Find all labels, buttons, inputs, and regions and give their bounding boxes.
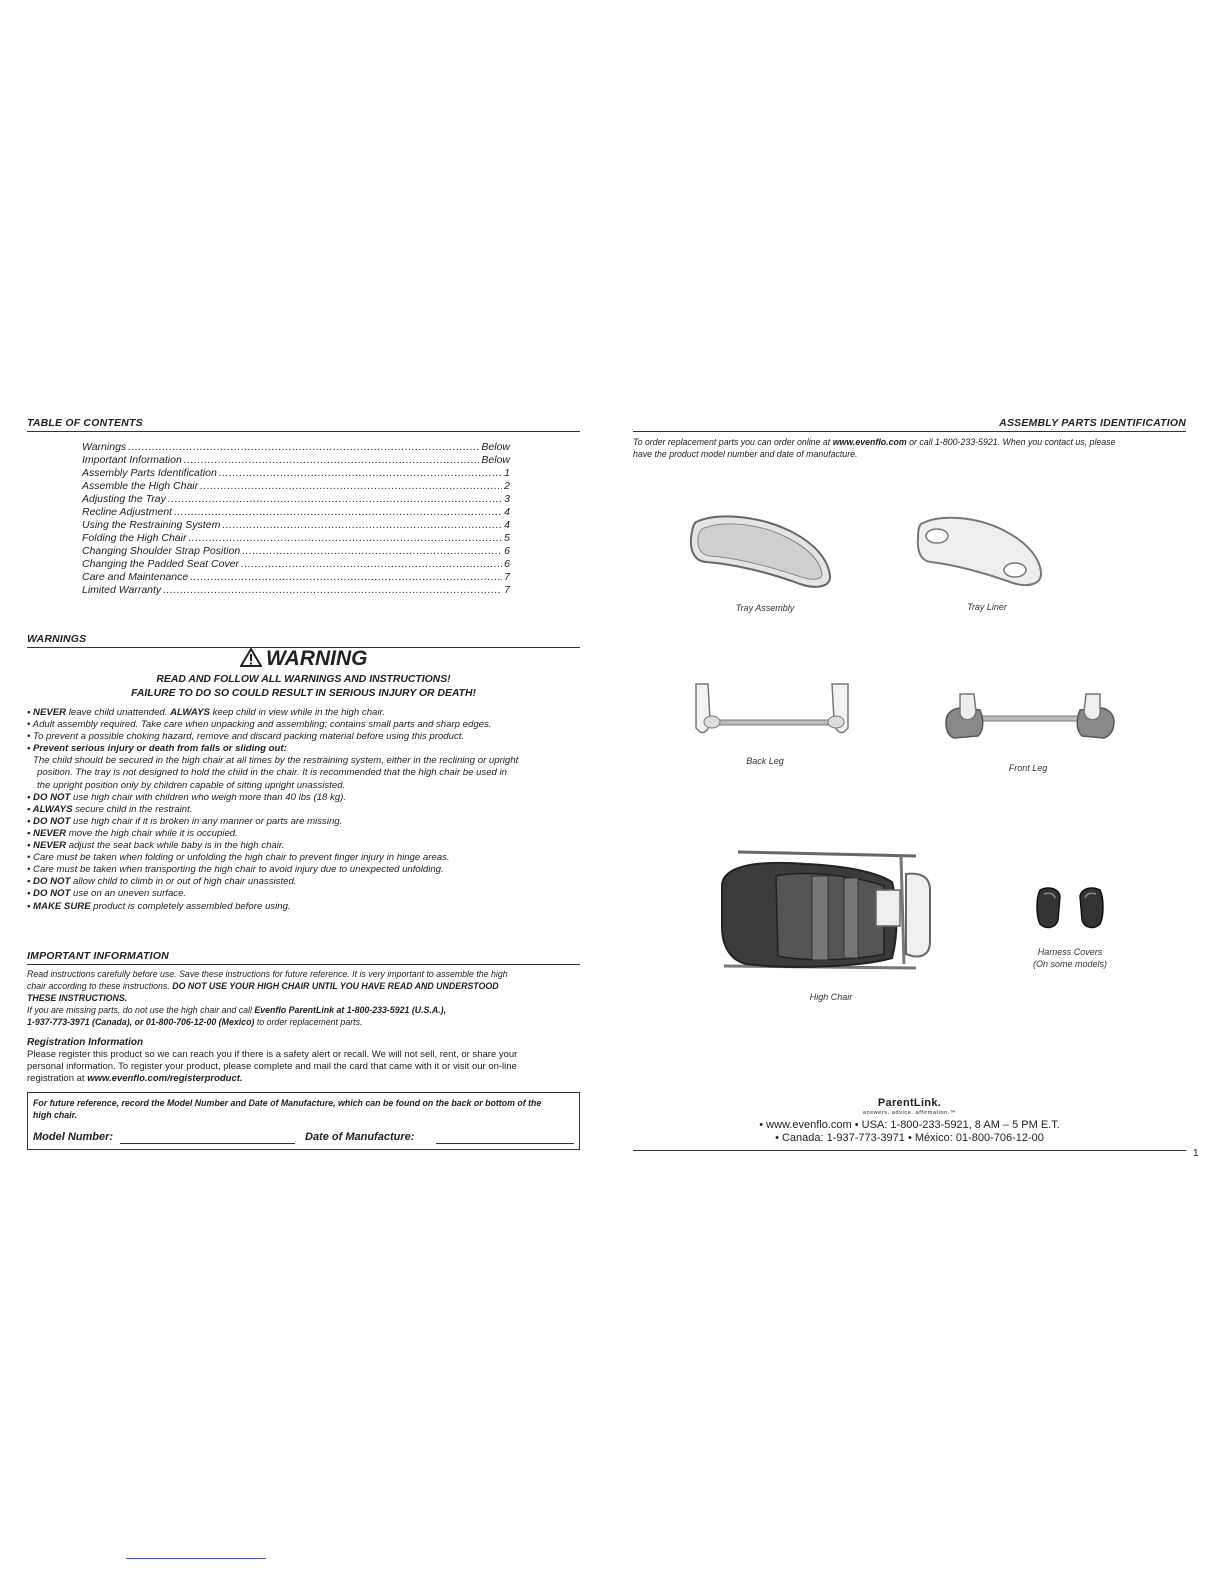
toc-item[interactable]: Using the Restraining System ..... 4 — [82, 519, 510, 532]
toc-item[interactable]: Adjusting the Tray ..... 3 — [82, 493, 510, 506]
warning-item: • NEVER adjust the seat back while baby is in the high chair. — [27, 840, 285, 852]
front-leg-caption: Front Leg — [1008, 763, 1048, 773]
warning-list — [27, 707, 580, 913]
important-body — [27, 968, 580, 1028]
link-underline — [126, 1558, 266, 1559]
date-of-manufacture-field[interactable] — [436, 1143, 574, 1144]
tray-assembly-caption: Tray Assembly — [735, 603, 795, 613]
registration-link[interactable]: www.evenflo.com/registerproduct. — [87, 1073, 243, 1084]
warning-item: • To prevent a possible choking hazard, remove and discard packing material before using this product. — [27, 731, 465, 743]
warnings-title: WARNINGS — [27, 633, 87, 645]
registration-text: personal information. To register your product, please complete and mail the card that came with it or visit our on-line — [27, 1061, 517, 1072]
important-divider — [27, 964, 580, 965]
parts-intro: To order replacement parts you can order online at www.evenflo.com or call 1-800-233-5921. When you contact us, please have the product model number and date of manufacture. — [633, 437, 1116, 459]
parts-divider — [633, 431, 1186, 432]
important-title: IMPORTANT INFORMATION — [27, 950, 169, 962]
toc-title: TABLE OF CONTENTS — [27, 417, 143, 429]
date-of-manufacture-label: Date of Manufacture: — [305, 1131, 415, 1143]
toc-item[interactable]: Changing the Padded Seat Cover ..... 6 — [82, 558, 510, 571]
contact-line-2: • Canada: 1-937-773-3971 • México: 01-800-706-12-00 — [775, 1132, 1044, 1144]
warning-text: The child should be secured in the high chair at all times by the restraining system, either in the reclining or upright — [33, 755, 519, 767]
toc-item[interactable]: Folding the High Chair ..... 5 — [82, 532, 510, 545]
parentlink-tagline: answers. advice. affirmation.™ — [862, 1110, 957, 1116]
warning-item: • DO NOT use high chair with children who weigh more than 40 lbs (18 kg). — [27, 791, 347, 803]
front-leg-illustration — [940, 686, 1118, 746]
toc-item[interactable]: Changing Shoulder Strap Position ..... 6 — [82, 545, 510, 558]
warning-item: • DO NOT allow child to climb in or out of high chair unassisted. — [27, 876, 297, 888]
warning-item: • MAKE SURE product is completely assembled before using. — [27, 900, 291, 912]
evenflo-link[interactable]: www.evenflo.com — [832, 437, 907, 447]
warning-text: position. The tray is not designed to hold the child in the chair. It is recommended that the high chair be used in — [37, 767, 508, 779]
warning-item: • Prevent serious injury or death from falls or sliding out: — [27, 743, 287, 755]
toc-item[interactable]: Recline Adjustment ..... 4 — [82, 506, 510, 519]
important-text: If you are missing parts, do not use the high chair and call Evenflo ParentLink at 1-800-233-5921 (U.S.A.), — [27, 1005, 447, 1015]
high-chair-illustration — [716, 846, 946, 974]
parts-title: ASSEMBLY PARTS IDENTIFICATION — [999, 417, 1186, 429]
important-text: Read instructions carefully before use. Save these instructions for future reference. It is very important to assemble the high — [27, 969, 508, 979]
important-text: 1-937-773-3971 (Canada), or 01-800-706-12-00 (Mexico) to order replacement parts. — [27, 1017, 363, 1027]
harness-covers-illustration — [1034, 886, 1106, 930]
page-number: 1 — [1193, 1148, 1199, 1159]
tray-liner-illustration — [915, 510, 1045, 590]
warning-text: the upright position only by children capable of sitting upright unassisted. — [37, 779, 346, 791]
tray-assembly-illustration — [688, 510, 834, 590]
toc-item[interactable]: Assembly Parts Identification ..... 1 — [82, 467, 510, 480]
toc-item[interactable]: Important Information ..... Below — [82, 454, 510, 467]
toc-item[interactable]: Warnings ..... Below — [82, 441, 510, 454]
warning-item: • Care must be taken when transporting the high chair to avoid injury due to unexpected unfolding. — [27, 864, 444, 876]
warning-triangle-icon — [240, 648, 262, 667]
parentlink-footer — [633, 1097, 1186, 1145]
warning-item: • NEVER leave child unattended. ALWAYS keep child in view while in the high chair. — [27, 707, 385, 718]
record-instructions: For future reference, record the Model Number and Date of Manufacture, which can be found on the back or bottom of the high chair. — [33, 1098, 542, 1120]
warning-headline-1: READ AND FOLLOW ALL WARNINGS AND INSTRUCTIONS! — [156, 674, 451, 685]
warning-item: • NEVER move the high chair while it is occupied. — [27, 827, 238, 839]
back-leg-illustration — [692, 680, 857, 745]
model-number-label: Model Number: — [33, 1131, 114, 1143]
high-chair-caption: High Chair — [809, 992, 853, 1002]
warning-headline-2: FAILURE TO DO SO COULD RESULT IN SERIOUS INJURY OR DEATH! — [131, 688, 476, 699]
registration-text: Please register this product so we can reach you if there is a safety alert or recall. We will not sell, rent, or share your — [27, 1049, 518, 1060]
important-text: chair according to these instructions. DO NOT USE YOUR HIGH CHAIR UNTIL YOU HAVE READ AND UNDERSTOOD — [27, 981, 499, 991]
warning-item: • ALWAYS secure child in the restraint. — [27, 803, 193, 815]
warning-item: • DO NOT use high chair if it is broken in any manner or parts are missing. — [27, 815, 343, 827]
warning-item: • Adult assembly required. Take care when unpacking and assembling; contains small parts and sharp edges. — [27, 719, 492, 731]
tray-liner-caption: Tray Liner — [967, 602, 1007, 612]
parentlink-logo: ParentLink. — [877, 1097, 942, 1109]
toc-item[interactable]: Assemble the High Chair ..... 2 — [82, 480, 510, 493]
toc-divider — [27, 431, 580, 432]
warning-headline — [27, 673, 580, 701]
back-leg-caption: Back Leg — [746, 756, 784, 766]
toc-item[interactable]: Limited Warranty ..... 7 — [82, 584, 510, 597]
warning-item: • DO NOT use on an uneven surface. — [27, 888, 187, 900]
warning-banner — [27, 647, 580, 671]
toc-list — [82, 441, 510, 597]
model-number-field[interactable] — [120, 1143, 295, 1144]
harness-covers-caption: Harness Covers (On some models) — [1032, 947, 1108, 969]
important-text: THESE INSTRUCTIONS. — [27, 993, 128, 1003]
registration-text: registration at www.evenflo.com/registerproduct. — [27, 1073, 243, 1084]
warning-banner-text: WARNING — [265, 647, 368, 670]
registration-title: Registration Information — [27, 1037, 144, 1048]
footer-divider — [633, 1150, 1186, 1151]
contact-line-1: • www.evenflo.com • USA: 1-800-233-5921, 8 AM – 5 PM E.T. — [759, 1119, 1060, 1131]
toc-item[interactable]: Care and Maintenance ..... 7 — [82, 571, 510, 584]
registration-info — [27, 1036, 580, 1085]
warning-item: • Care must be taken when folding or unfolding the high chair to prevent finger injury in hinge areas. — [27, 852, 450, 864]
record-box — [27, 1092, 580, 1150]
